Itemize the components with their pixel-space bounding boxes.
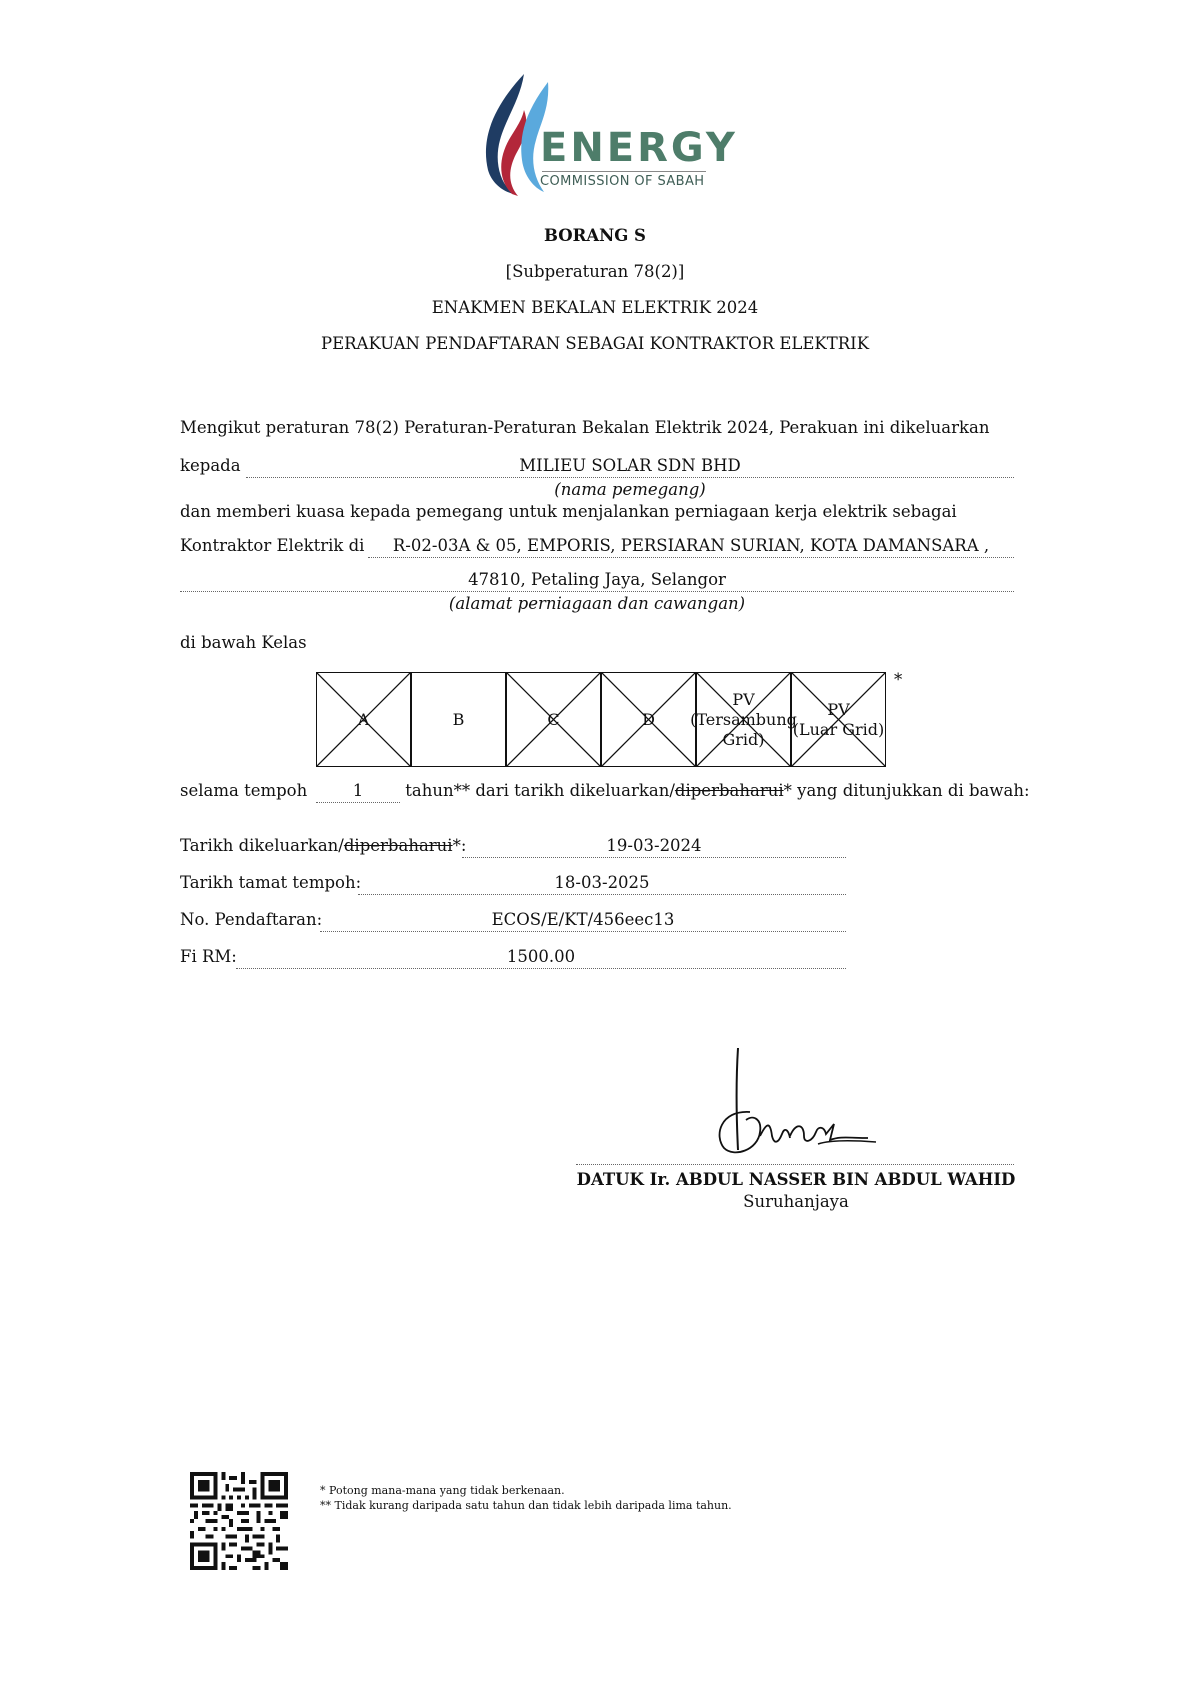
class-box [506, 672, 601, 767]
address-line2: 47810, Petaling Jaya, Selangor [468, 570, 726, 589]
signatory-title: Suruhanjaya [743, 1192, 849, 1211]
class-box-label: C [547, 709, 560, 729]
class-boxes [316, 672, 886, 767]
address-caption: (alamat perniagaan dan cawangan) [448, 594, 746, 613]
class-box [411, 672, 506, 767]
signatory-name: DATUK Ir. ABDUL NASSER BIN ABDUL WAHID [576, 1170, 1016, 1189]
fee-label: Fi RM: [180, 947, 237, 966]
expiry-label: Tarikh tamat tempoh: [180, 873, 362, 892]
registration-no: ECOS/E/KT/456eec13 [491, 910, 675, 929]
logo-wordmark: ENERGY [540, 125, 738, 171]
sub-regulation: [Subperaturan 78(2)] [505, 262, 685, 281]
class-label: di bawah Kelas [180, 633, 307, 652]
holder-name-field [246, 456, 1014, 478]
footnote-2: ** Tidak kurang daripada satu tahun dan tidak lebih daripada lima tahun. [320, 1499, 732, 1512]
address-line1: R-02-03A & 05, EMPORIS, PERSIARAN SURIAN, KOTA DAMANSARA , [392, 536, 990, 555]
qr-code [190, 1472, 288, 1570]
logo-divider [542, 171, 706, 172]
class-box [601, 672, 696, 767]
period-prefix: selama tempoh [180, 781, 308, 800]
period-text [400, 781, 1030, 800]
issued-date: 19-03-2024 [606, 836, 702, 855]
registration-field [320, 910, 846, 932]
holder-name: MILIEU SOLAR SDN BHD [519, 456, 741, 475]
logo-subtitle: COMMISSION OF SABAH [540, 174, 705, 189]
issued-label-b: *: [452, 836, 467, 855]
certificate-title: PERAKUAN PENDAFTARAN SEBAGAI KONTRAKTOR ELEKTRIK [320, 334, 870, 353]
class-box-label: A [357, 709, 370, 729]
class-box-label: D [642, 709, 655, 729]
energy-commission-logo [478, 70, 738, 200]
handwritten-signature [700, 1040, 880, 1160]
fee-value: 1500.00 [506, 947, 576, 966]
class-asterisk: * [894, 670, 903, 689]
enactment-title: ENAKMEN BEKALAN ELEKTRIK 2024 [431, 298, 759, 317]
signature-line [576, 1146, 1014, 1165]
expiry-date-field [358, 873, 846, 895]
class-box-label: PV (Tersambung Grid) [690, 689, 797, 749]
registration-label: No. Pendaftaran: [180, 910, 323, 929]
contractor-label: Kontraktor Elektrik di [180, 536, 365, 555]
form-title: BORANG S [544, 226, 646, 245]
class-box [316, 672, 411, 767]
to-label: kepada [180, 456, 241, 475]
class-box [690, 672, 797, 767]
footnote-1: * Potong mana-mana yang tidak berkenaan. [320, 1484, 565, 1497]
period-years-field [316, 781, 400, 803]
class-box-label: PV (Luar Grid) [792, 699, 885, 739]
issued-date-field [462, 836, 846, 858]
intro-text: Mengikut peraturan 78(2) Peraturan-Peraturan Bekalan Elektrik 2024, Perakuan ini dikeluarkan [180, 418, 990, 437]
issued-label [180, 836, 466, 855]
expiry-date: 18-03-2025 [554, 873, 650, 892]
fee-field [236, 947, 846, 969]
period-suffix: * yang ditunjukkan di bawah: [783, 781, 1030, 800]
address-line2-field [180, 570, 1014, 592]
period-mid: tahun** dari tarikh dikeluarkan/ [405, 781, 675, 800]
holder-caption: (nama pemegang) [554, 480, 706, 499]
authority-text: dan memberi kuasa kepada pemegang untuk menjalankan perniagaan kerja elektrik sebagai [180, 502, 957, 521]
period-struck: diperbaharui [674, 781, 784, 800]
class-box [791, 672, 886, 767]
class-box-label: B [452, 709, 465, 729]
issued-label-struck: diperbaharui [343, 836, 453, 855]
period-years: 1 [352, 781, 364, 800]
address-line1-field [368, 536, 1014, 558]
issued-label-a: Tarikh dikeluarkan/ [180, 836, 344, 855]
